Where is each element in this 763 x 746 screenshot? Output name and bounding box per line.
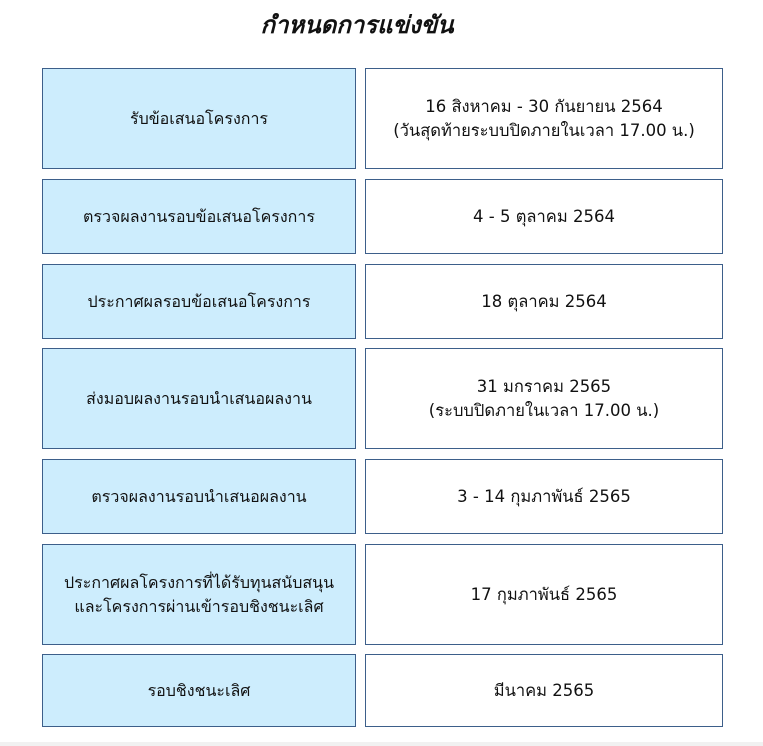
date-text: มีนาคม 2565 — [493, 680, 595, 700]
schedule-date-cell — [365, 348, 723, 449]
schedule-label-cell — [42, 264, 356, 339]
label-text: รับข้อเสนอโครงการ — [129, 108, 269, 128]
schedule-date-cell — [365, 459, 723, 534]
schedule-row-funding-announcement — [42, 544, 723, 645]
schedule-date-cell — [365, 264, 723, 339]
date-text: 3 - 14 กุมภาพันธ์ 2565 — [457, 486, 631, 506]
label-text: ส่งมอบผลงานรอบนำเสนอผลงาน — [86, 388, 312, 408]
date-text: 18 ตุลาคม 2564 — [481, 291, 607, 311]
date-text: 4 - 5 ตุลาคม 2564 — [473, 206, 615, 226]
schedule-row-proposal-submission — [42, 68, 723, 169]
page-title: กำหนดการแข่งขัน — [260, 11, 454, 39]
label-text: ตรวจผลงานรอบข้อเสนอโครงการ — [83, 206, 315, 226]
schedule-row-proposal-review — [42, 179, 723, 254]
date-text: 16 สิงหาคม - 30 กันยายน 2564 — [425, 96, 663, 116]
label-text: ประกาศผลโครงการที่ได้รับทุนสนับสนุน — [63, 572, 335, 592]
label-text: ประกาศผลรอบข้อเสนอโครงการ — [87, 291, 311, 311]
schedule-label-cell — [42, 544, 356, 645]
label-text: รอบชิงชนะเลิศ — [147, 680, 251, 700]
schedule-row-work-delivery — [42, 348, 723, 449]
schedule-row-final-round — [42, 654, 723, 727]
label-text: ตรวจผลงานรอบนำเสนอผลงาน — [91, 486, 307, 506]
schedule-label-cell — [42, 179, 356, 254]
schedule-label-cell — [42, 348, 356, 449]
schedule-label-cell — [42, 459, 356, 534]
date-text: 31 มกราคม 2565 — [476, 376, 612, 396]
schedule-date-cell — [365, 544, 723, 645]
page-bottom-divider — [0, 742, 763, 746]
schedule-date-cell — [365, 179, 723, 254]
schedule-row-presentation-review — [42, 459, 723, 534]
schedule-date-cell — [365, 68, 723, 169]
schedule-label-cell — [42, 654, 356, 727]
schedule-row-proposal-announcement — [42, 264, 723, 339]
label-text: และโครงการผ่านเข้ารอบชิงชนะเลิศ — [74, 596, 324, 616]
date-note-text: (ระบบปิดภายในเวลา 17.00 น.) — [428, 400, 660, 420]
schedule-date-cell — [365, 654, 723, 727]
date-note-text: (วันสุดท้ายระบบปิดภายในเวลา 17.00 น.) — [393, 120, 695, 140]
schedule-label-cell — [42, 68, 356, 169]
date-text: 17 กุมภาพันธ์ 2565 — [470, 584, 618, 604]
